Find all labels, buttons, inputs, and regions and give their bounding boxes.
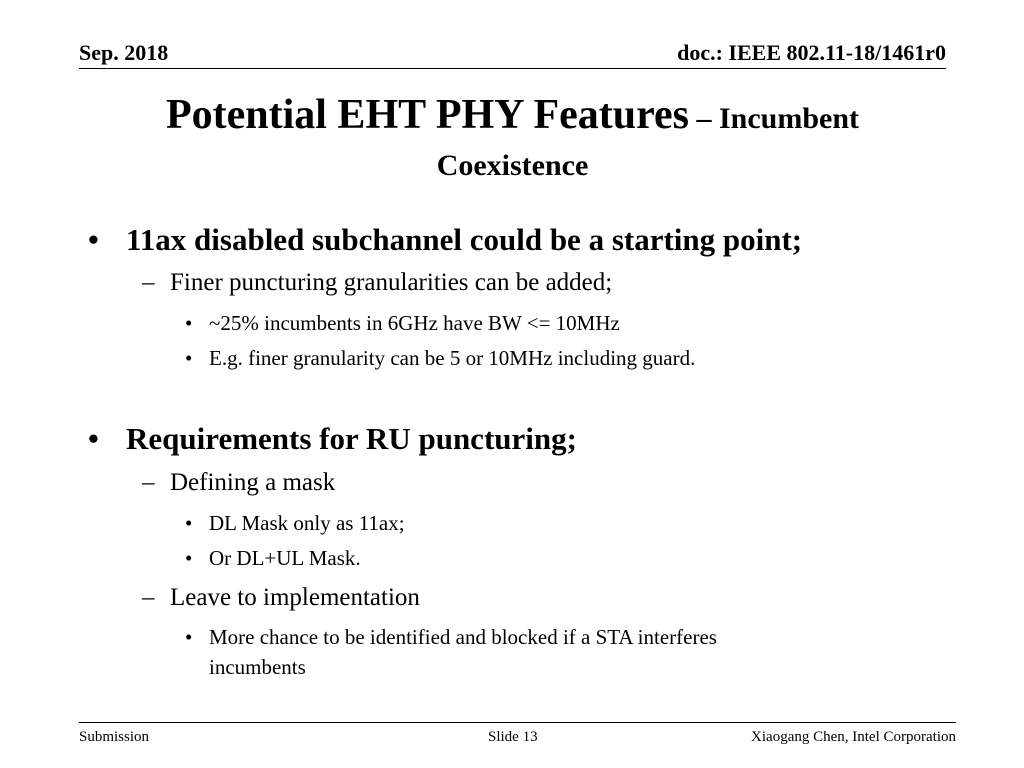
footer-divider — [79, 722, 956, 723]
header-date: Sep. 2018 — [79, 40, 169, 65]
title-sub-line2: Coexistence — [436, 149, 589, 182]
footer-author: Xiaogang Chen, Intel Corporation — [751, 729, 956, 745]
bullet-marker: • — [88, 421, 99, 456]
sub-sub-bullet-text: More chance to be identified and blocked if a STA interferes — [209, 625, 717, 649]
header-doc-id: doc.: IEEE 802.11-18/1461r0 — [677, 40, 946, 65]
sub-sub-bullet-marker: • — [185, 311, 193, 335]
bullet-text: 11ax disabled subchannel could be a starting point; — [126, 222, 803, 257]
sub-sub-bullet-text: ~25% incumbents in 6GHz have BW <= 10MHz — [209, 311, 620, 335]
sub-sub-bullet-text-continued: incumbents — [209, 655, 306, 679]
sub-sub-bullet-marker: • — [185, 625, 193, 649]
sub-bullet-text: Finer puncturing granularities can be added; — [170, 269, 613, 296]
bullet-marker: • — [88, 222, 99, 257]
sub-bullet-text: Leave to implementation — [170, 584, 420, 611]
sub-bullet-marker: – — [142, 584, 155, 611]
sub-sub-bullet-text: Or DL+UL Mask. — [209, 546, 361, 570]
sub-sub-bullet-text: E.g. finer granularity can be 5 or 10MHz including guard. — [209, 346, 696, 370]
sub-bullet-text: Defining a mask — [170, 469, 336, 496]
footer-submission: Submission — [79, 729, 150, 745]
sub-sub-bullet-marker: • — [185, 546, 193, 570]
sub-bullet-marker: – — [142, 269, 155, 296]
title-sub: – Incumbent — [688, 102, 860, 135]
title-main: Potential EHT PHY Features — [165, 92, 689, 138]
bullet-text: Requirements for RU puncturing; — [126, 421, 577, 456]
sub-sub-bullet-marker: • — [185, 346, 193, 370]
footer-slide-number: Slide 13 — [488, 729, 538, 745]
slide-title — [79, 92, 946, 147]
sub-bullet-marker: – — [142, 469, 155, 496]
header-divider — [79, 68, 946, 69]
sub-sub-bullet-marker: • — [185, 511, 193, 535]
sub-sub-bullet-text: DL Mask only as 11ax; — [209, 511, 405, 535]
